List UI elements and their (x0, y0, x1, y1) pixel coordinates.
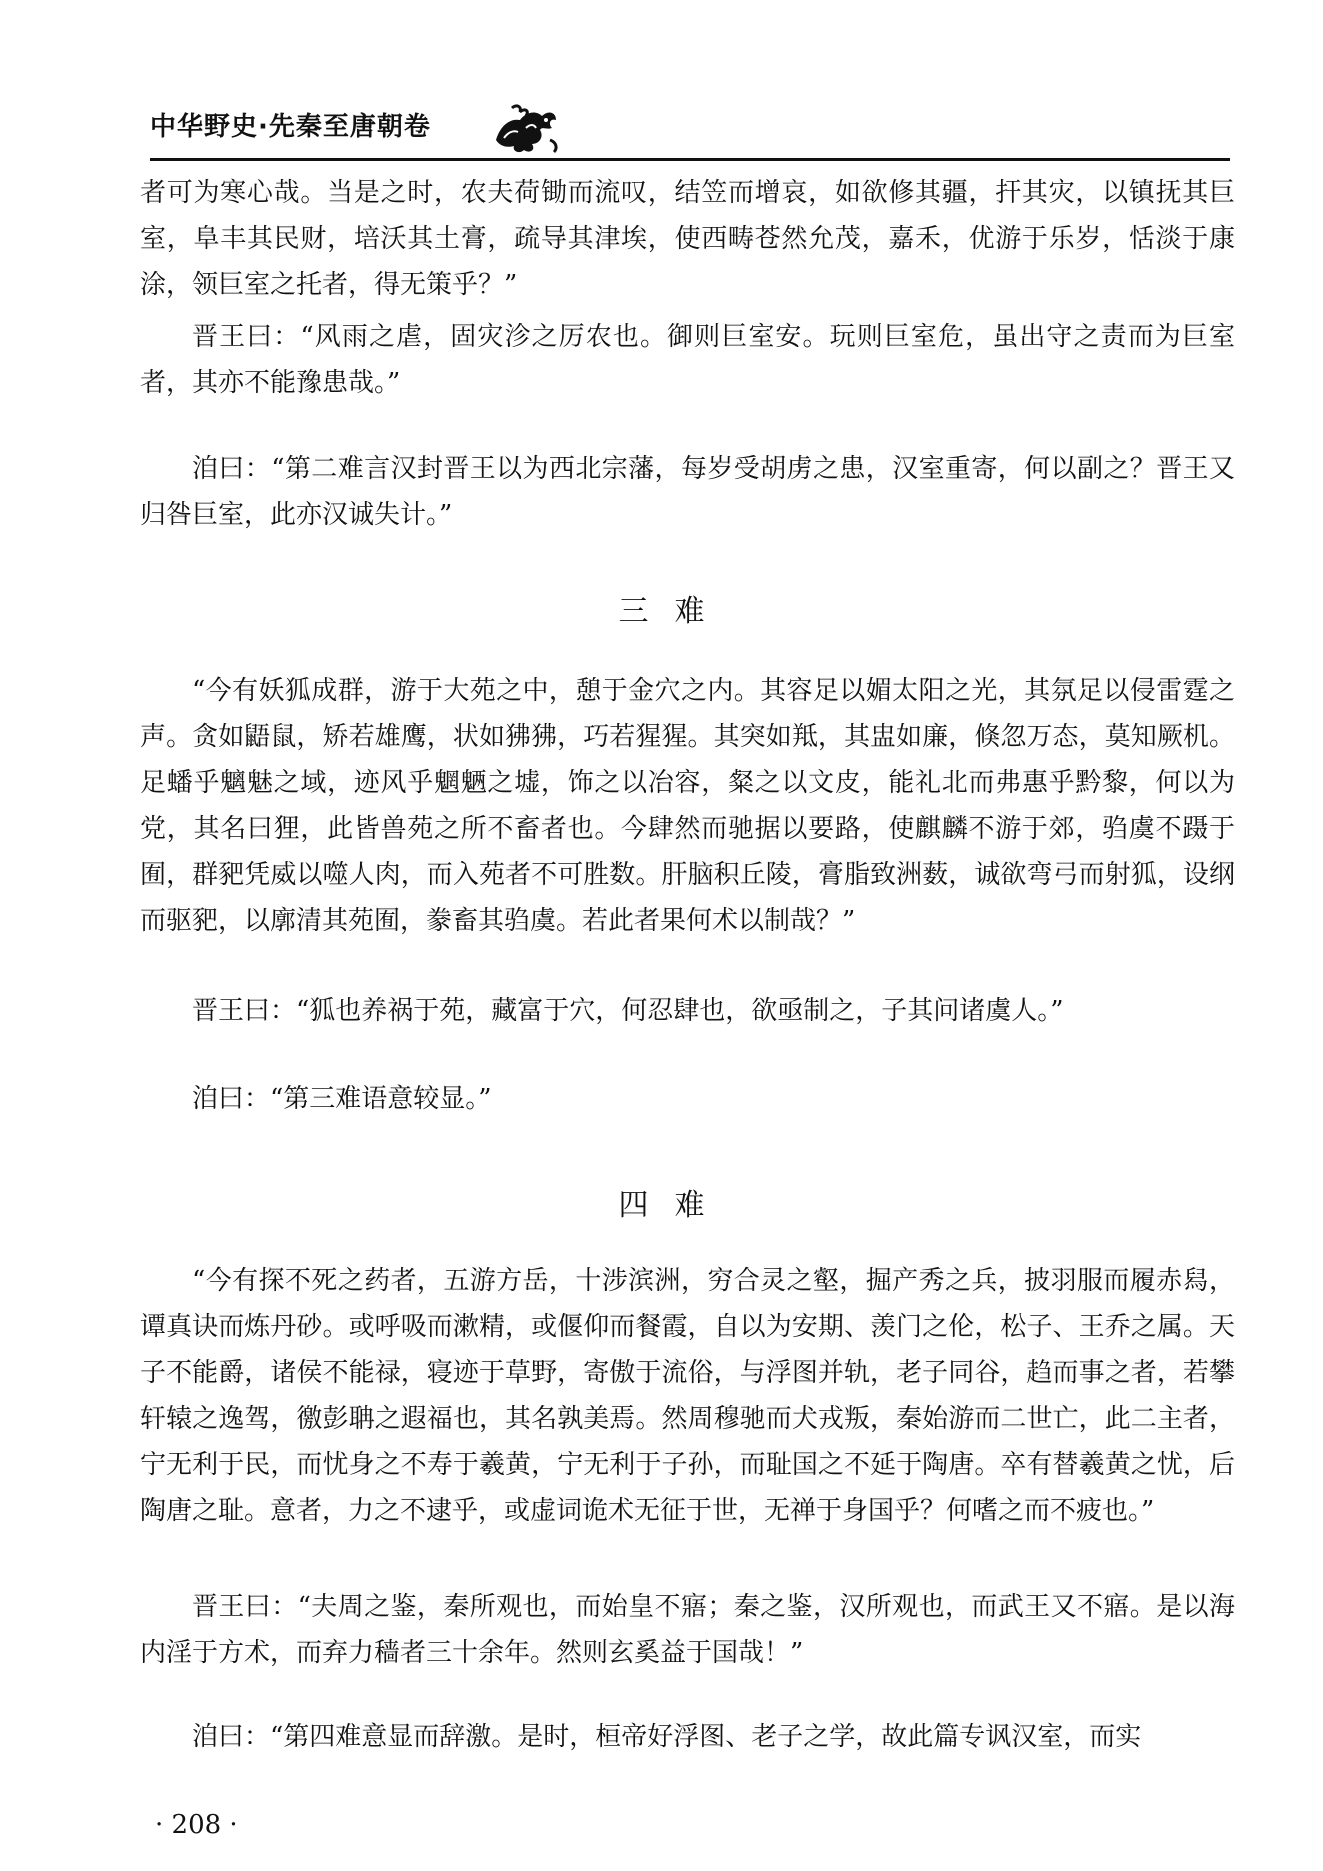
paragraph-6 (140, 1584, 1235, 1676)
paragraph-text: 晋王曰：“狐也养祸于苑，藏富于穴，何忍肆也，欲亟制之，子其问诸虞人。” (192, 996, 1064, 1026)
paragraph-2 (140, 314, 1235, 406)
paragraph-text: 洎曰：“第四难意显而辞激。是时，桓帝好浮图、老子之学，故此篇专讽汉室，而实 (192, 1722, 1142, 1752)
paragraph-text: “今有探不死之药者，五游方岳，十涉滨洲，穷合灵之壑，掘产秀之兵，披羽服而履赤舄，谭真诀而炼丹砂。或呼吸而漱精，或偃仰而餐霞，自以为安期、羡门之伦，松子、王乔之属。天子不能爵，诸侯不能禄，寝迹于草野，寄傲于流俗，与浮图并轨，老子同谷，趋而事之者，若攀轩辕之逸驾，徼彭聃之遐福也，其名孰美焉。然周穆驰而犬戎叛，秦始游而二世亡，此二主者，宁无利于民，而忧身之不寿于羲黄，宁无利于子孙，而耻国之不延于陶唐。卒有替羲黄之忧，后陶唐之耻。意者，力之不逮乎，或虚词诡术无征于世，无禅于身国乎？何嗜之而不疲也。” (140, 1266, 1235, 1526)
commentary-3 (140, 1076, 1235, 1122)
paragraph-text: 洎曰：“第三难语意较显。” (192, 1084, 492, 1114)
paragraph-3 (140, 668, 1235, 944)
paragraph-text: 洎曰：“第二难言汉封晋王以为西北宗藩，每岁受胡虏之患，汉室重寄，何以副之？晋王又归咎巨室，此亦汉诚失计。” (140, 454, 1235, 530)
paragraph-text: 者可为寒心哉。当是之时，农夫荷锄而流叹，结笠而增哀，如欲修其疆，扞其灾，以镇抚其巨室，阜丰其民财，培沃其土膏，疏导其津埃，使西畴苍然允茂，嘉禾，优游于乐岁，恬淡于康涂，领巨室之托者，得无策乎？” (140, 178, 1235, 300)
paragraph-text: “今有妖狐成群，游于大苑之中，憩于金穴之内。其容足以媚太阳之光，其氛足以侵雷霆之声。贪如鼯鼠，矫若雄鹰，状如狒狒，巧若猩猩。其突如羝，其盅如廉，倏忽万态，莫知厥机。足蟠乎魑魅之域，迹风乎魍魉之墟，饰之以冶容，粲之以文皮，能礼北而弗惠乎黔黎，何以为党，其名曰狸，此皆兽苑之所不畜者也。今肆然而驰据以要路，使麒麟不游于郊，驺虞不蹑于囿，群豝凭威以噬人肉，而入苑者不可胜数。肝脑积丘陵，膏脂致洲薮，诚欲弯弓而射狐，设纲而驱豝，以廓清其苑囿，豢畜其驺虞。若此者果何术以制哉？” (140, 676, 1235, 936)
section-heading-fourth: 四难 (618, 1188, 731, 1223)
commentary-4 (140, 1714, 1235, 1760)
commentary-2 (140, 446, 1235, 538)
paragraph-text: 晋王曰：“夫周之鉴，秦所观也，而始皇不寤；秦之鉴，汉所观也，而武王又不寤。是以海内淫于方术，而弃力穑者三十余年。然则玄奚益于国哉！” (140, 1592, 1235, 1668)
header-rule (150, 158, 1230, 161)
paragraph-5 (140, 1258, 1235, 1534)
paragraph-1 (140, 170, 1235, 308)
dragon-emblem-icon (490, 100, 562, 156)
running-header (150, 100, 1230, 158)
section-heading-third: 三难 (618, 594, 731, 629)
page-number: · 208 · (155, 1810, 238, 1840)
paragraph-4 (140, 988, 1235, 1034)
running-header-title: 中华野史·先秦至唐朝卷 (150, 112, 431, 142)
paragraph-text: 晋王曰：“风雨之虐，固灾沴之厉农也。御则巨室安。玩则巨室危，虽出守之责而为巨室者，其亦不能豫患哉。” (140, 322, 1235, 398)
